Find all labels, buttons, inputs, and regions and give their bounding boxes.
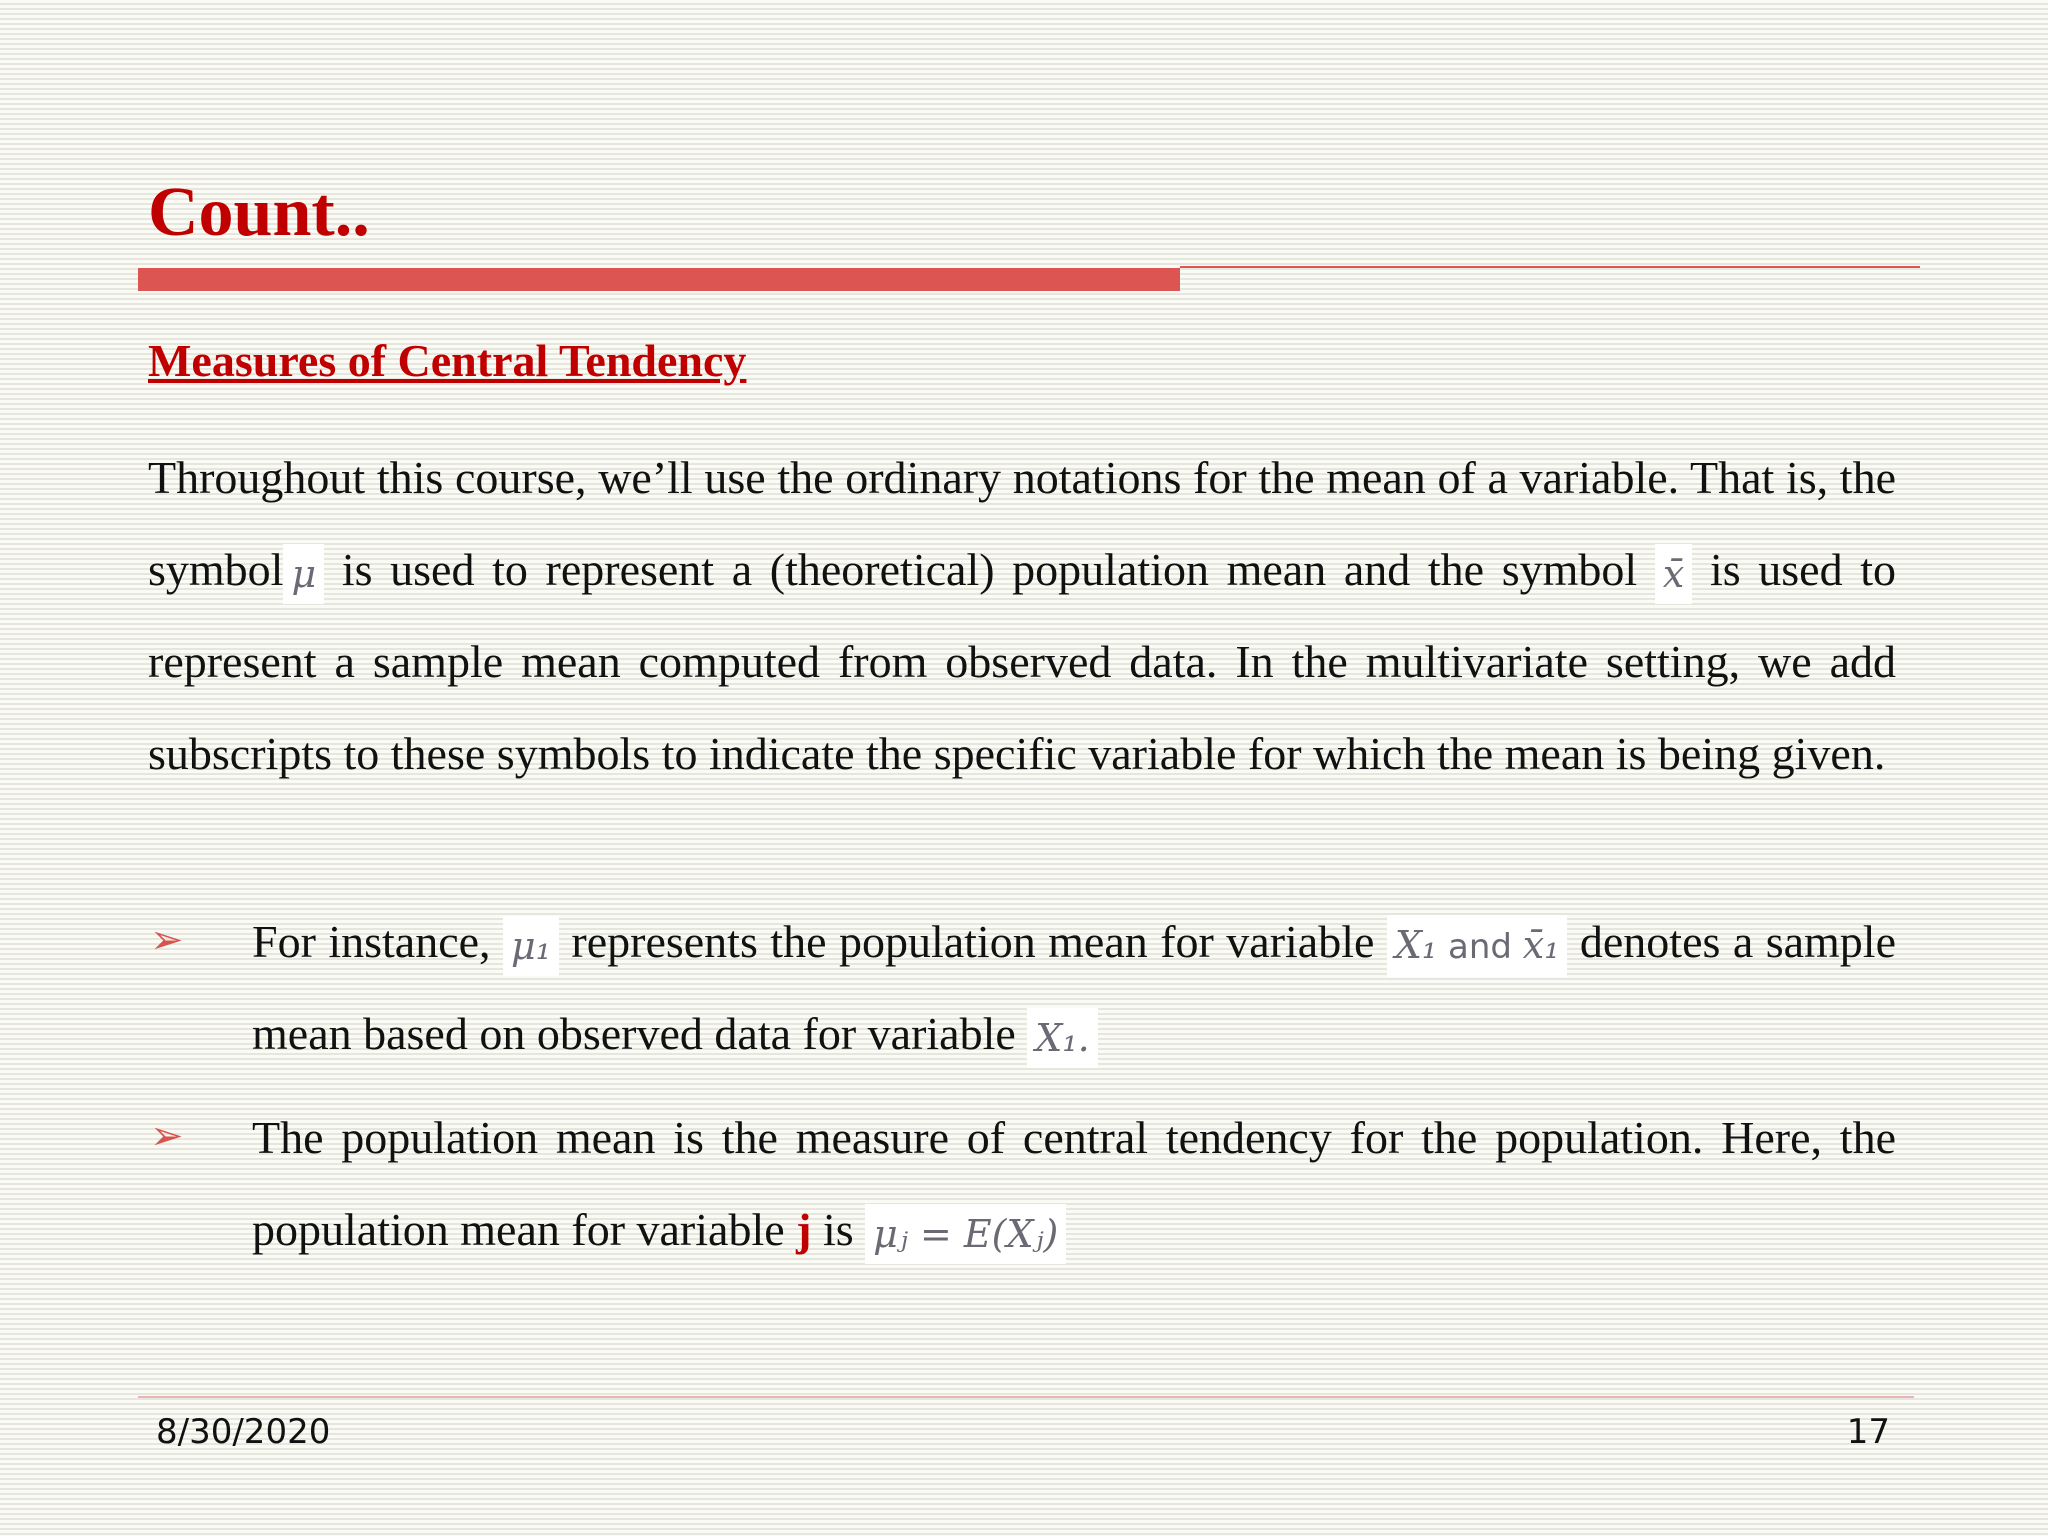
section-heading: Measures of Central Tendency xyxy=(148,335,747,386)
title-underline-bar xyxy=(138,268,1180,291)
xbar1-symbol: x̄₁ xyxy=(1522,923,1560,968)
title-underline-rule xyxy=(1180,266,1920,268)
bullet-arrow-icon: ➢ xyxy=(150,1113,184,1159)
slide-title: Count.. xyxy=(148,174,370,251)
x1-final-symbol: X₁. xyxy=(1027,1008,1097,1068)
footer-date: 8/30/2020 xyxy=(156,1412,331,1452)
bullet-item-instance xyxy=(252,896,1896,1080)
and-word: and xyxy=(1437,927,1523,968)
mu-symbol: μ xyxy=(283,544,324,604)
bullet-1-text-2: represents the population mean for variable xyxy=(558,916,1387,967)
xbar-symbol: x̄ xyxy=(1655,544,1692,604)
bullet-2-text-1: The population mean is the measure of central tendency for the population. Here, the population mean for variable xyxy=(252,1112,1896,1255)
bullet-arrow-icon: ➢ xyxy=(150,917,184,963)
expectation-formula: μⱼ = E(Xⱼ) xyxy=(865,1204,1066,1264)
mu1-symbol: μ₁ xyxy=(503,916,559,976)
bullet-1-text-1: For instance, xyxy=(252,916,504,967)
page-number: 17 xyxy=(1846,1412,1890,1452)
intro-paragraph xyxy=(148,432,1896,800)
bullet-1-text-3: denotes a sample mean based on observed data for variable xyxy=(252,916,1896,1059)
intro-text-3: is used to represent a sample mean computed from observed data. In the multivariate setting, we add subscripts to these symbols to indicate the specific variable for which the mean is being given. xyxy=(148,544,1897,779)
x1-symbol: X₁ xyxy=(1394,923,1438,968)
bullet-item-population-mean xyxy=(252,1092,1896,1276)
footer-divider xyxy=(138,1396,1914,1398)
intro-text-1: Throughout this course, we’ll use the ordinary notations for the mean of a variable. That is, the symbol xyxy=(148,452,1896,595)
x1-and-xbar1-symbols xyxy=(1387,915,1568,977)
variable-j: j xyxy=(796,1204,812,1255)
bullet-2-text-2: is xyxy=(811,1204,866,1255)
intro-text-2: is used to represent a (theoretical) population mean and the symbol xyxy=(324,544,1638,595)
